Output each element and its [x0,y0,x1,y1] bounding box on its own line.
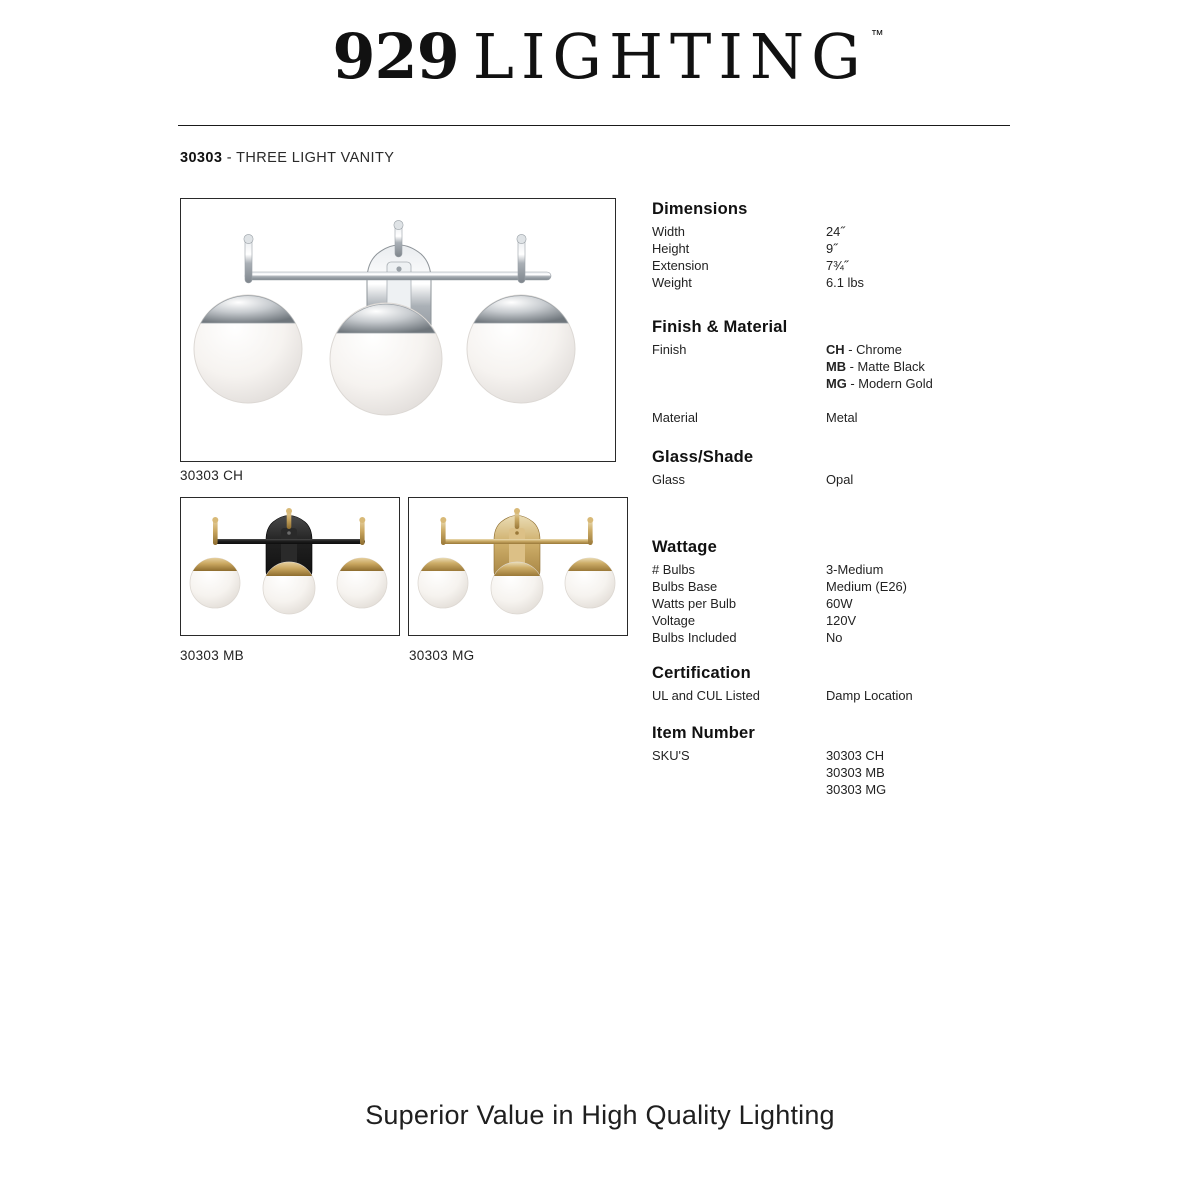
spec-row-sku-mb [652,764,1172,781]
fixture-illustration-chrome [181,199,613,459]
trademark-symbol: ™ [870,27,884,42]
spec-row-weight [652,274,1172,291]
value-weight: 6.1 lbs [826,275,864,290]
value-finish-ch [826,341,902,358]
finish-heading: Finish & Material [652,318,788,336]
value-height: 9˝ [826,241,838,256]
value-bulbs-included: No [826,630,843,645]
label-glass: Glass [652,472,685,487]
spec-row-sku-ch [652,747,1172,764]
label-bulbs-included: Bulbs Included [652,630,737,645]
spec-row-glass [652,471,1172,488]
value-damp-location: Damp Location [826,688,913,703]
logo-number: 929 [332,20,459,93]
finish-name-ch: - Chrome [848,342,902,357]
spec-section-wattage [652,538,1172,646]
dimensions-heading: Dimensions [652,200,748,218]
label-weight: Weight [652,275,692,290]
value-sku-mg: 30303 MG [826,782,887,797]
product-image-chrome [180,198,616,462]
value-sku-ch: 30303 CH [826,748,885,763]
label-voltage: Voltage [652,613,696,628]
finish-name-mb: - Matte Black [849,359,925,374]
value-glass: Opal [826,472,854,487]
value-sku-mb: 30303 MB [826,765,885,780]
logo-word: LIGHTING [472,20,868,93]
label-bulbs-base: Bulbs Base [652,579,718,594]
label-material: Material [652,410,698,425]
finish-code-mg: MG [826,376,847,391]
spec-row-num-bulbs [652,561,1172,578]
caption-chrome: 30303 CH [180,468,244,483]
label-ul-cul-listed: UL and CUL Listed [652,688,760,703]
fixture-illustration-modern-gold [409,498,625,633]
value-voltage: 120V [826,613,857,628]
spec-section-dimensions [652,200,1172,291]
header-divider [178,125,1010,126]
glass-heading: Glass/Shade [652,448,754,466]
page-title [180,150,394,166]
value-width: 24˝ [826,224,845,239]
spec-section-certification [652,664,1172,704]
label-height: Height [652,241,690,256]
spec-row-width [652,223,1172,240]
spec-row-voltage [652,612,1172,629]
product-image-matte-black [180,497,400,636]
label-extension: Extension [652,258,709,273]
label-num-bulbs: # Bulbs [652,562,695,577]
label-skus: SKU'S [652,748,690,763]
spec-row-bulbs-base [652,578,1172,595]
wattage-heading: Wattage [652,538,717,556]
finish-name-mg: - Modern Gold [850,376,933,391]
value-finish-mb [826,358,925,375]
item-number-heading: Item Number [652,724,756,742]
certification-heading: Certification [652,664,751,682]
spec-row-bulbs-included [652,629,1172,646]
value-extension: 7¾˝ [826,258,849,273]
spacer [652,392,1172,409]
spec-row-finish-mb [652,358,1172,375]
spec-row-finish-ch [652,341,1172,358]
value-bulbs-base: Medium (E26) [826,579,907,594]
spec-row-ul-cul [652,687,1172,704]
finish-code-ch: CH [826,342,845,357]
spec-row-sku-mg [652,781,1172,798]
spec-section-item-number [652,724,1172,798]
spec-row-height [652,240,1172,257]
value-material: Metal [826,410,858,425]
spec-section-finish-material [652,318,1172,426]
footer-tagline: Superior Value in High Quality Lighting [365,1100,835,1130]
caption-matte-black: 30303 MB [180,648,244,663]
label-watts-per-bulb: Watts per Bulb [652,596,737,611]
value-watts-per-bulb: 60W [826,596,853,611]
fixture-illustration-matte-black [181,498,397,633]
spec-row-material [652,409,1172,426]
label-finish: Finish [652,342,687,357]
spec-section-glass-shade [652,448,1172,488]
product-name: - THREE LIGHT VANITY [226,150,395,166]
spec-row-extension [652,257,1172,274]
label-width: Width [652,224,685,239]
caption-modern-gold: 30303 MG [409,648,475,663]
product-image-modern-gold [408,497,628,636]
value-num-bulbs: 3-Medium [826,562,884,577]
brand-logo [0,20,1200,93]
finish-code-mb: MB [826,359,847,374]
spec-row-finish-mg [652,375,1172,392]
spec-row-watts-per-bulb [652,595,1172,612]
logo-text [332,20,884,93]
value-finish-mg [826,375,933,392]
product-sku: 30303 [180,150,223,166]
